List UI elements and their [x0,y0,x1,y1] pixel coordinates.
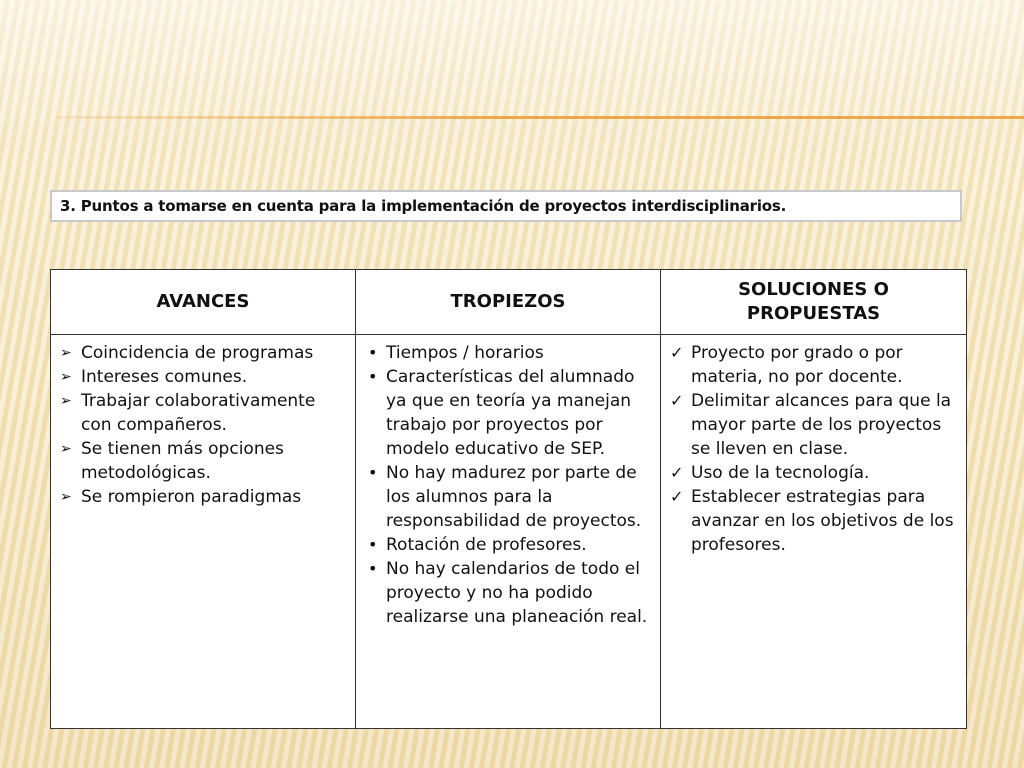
cell-avances [51,335,356,729]
list-item: ✓ Uso de la tecnología. [670,463,870,483]
dot-bullet-icon: • [368,343,378,362]
list-item: • Tiempos / horarios [368,343,544,363]
arrow-bullet-icon: ➢ [60,489,72,505]
list-item: • Características del alumnado ya que en teoría ya manejan trabajo por proyectos por modelo educativo de SEP. [368,367,635,459]
list-item: ➢ Trabajar colaborativamente con compañeros. [60,391,316,435]
checkmark-icon: ✓ [670,463,684,482]
slide-title-box [50,190,962,222]
list-item: • No hay madurez por parte de los alumnos para la responsabilidad de proyectos. [368,463,642,531]
slide-title: 3. Puntos a tomarse en cuenta para la implementación de proyectos interdisciplinarios. [60,197,787,215]
list-item: ➢ Se rompieron paradigmas [60,487,302,507]
list-item: ✓ Establecer estrategias para avanzar en los objetivos de los profesores. [670,487,954,555]
table-body-row [51,335,967,729]
list-item: ✓ Delimitar alcances para que la mayor parte de los proyectos se lleven en clase. [670,391,952,459]
cell-tropiezos [356,335,661,729]
list-item: • Rotación de profesores. [368,535,587,555]
accent-rule [56,116,1024,119]
arrow-bullet-icon: ➢ [60,369,72,385]
cell-soluciones [661,335,967,729]
checkmark-icon: ✓ [670,391,684,410]
comparison-table [50,269,967,729]
checkmark-icon: ✓ [670,343,684,362]
avances-list [57,341,349,509]
list-item: ➢ Se tienen más opciones metodológicas. [60,439,284,483]
dot-bullet-icon: • [368,559,378,578]
dot-bullet-icon: • [368,463,378,482]
list-item: ➢ Coincidencia de programas [60,343,314,363]
tropiezos-list [362,341,654,629]
arrow-bullet-icon: ➢ [60,345,72,361]
dot-bullet-icon: • [368,535,378,554]
arrow-bullet-icon: ➢ [60,393,72,409]
dot-bullet-icon: • [368,367,378,386]
arrow-bullet-icon: ➢ [60,441,72,457]
header-avances: AVANCES [51,270,356,335]
list-item: ➢ Intereses comunes. [60,367,248,387]
soluciones-list [667,341,960,557]
table-header-row [51,270,967,335]
list-item: • No hay calendarios de todo el proyecto y no ha podido realizarse una planeación real. [368,559,648,627]
list-item: ✓ Proyecto por grado o por materia, no por docente. [670,343,903,387]
header-soluciones: SOLUCIONES O PROPUESTAS [661,270,967,335]
checkmark-icon: ✓ [670,487,684,506]
header-tropiezos: TROPIEZOS [356,270,661,335]
